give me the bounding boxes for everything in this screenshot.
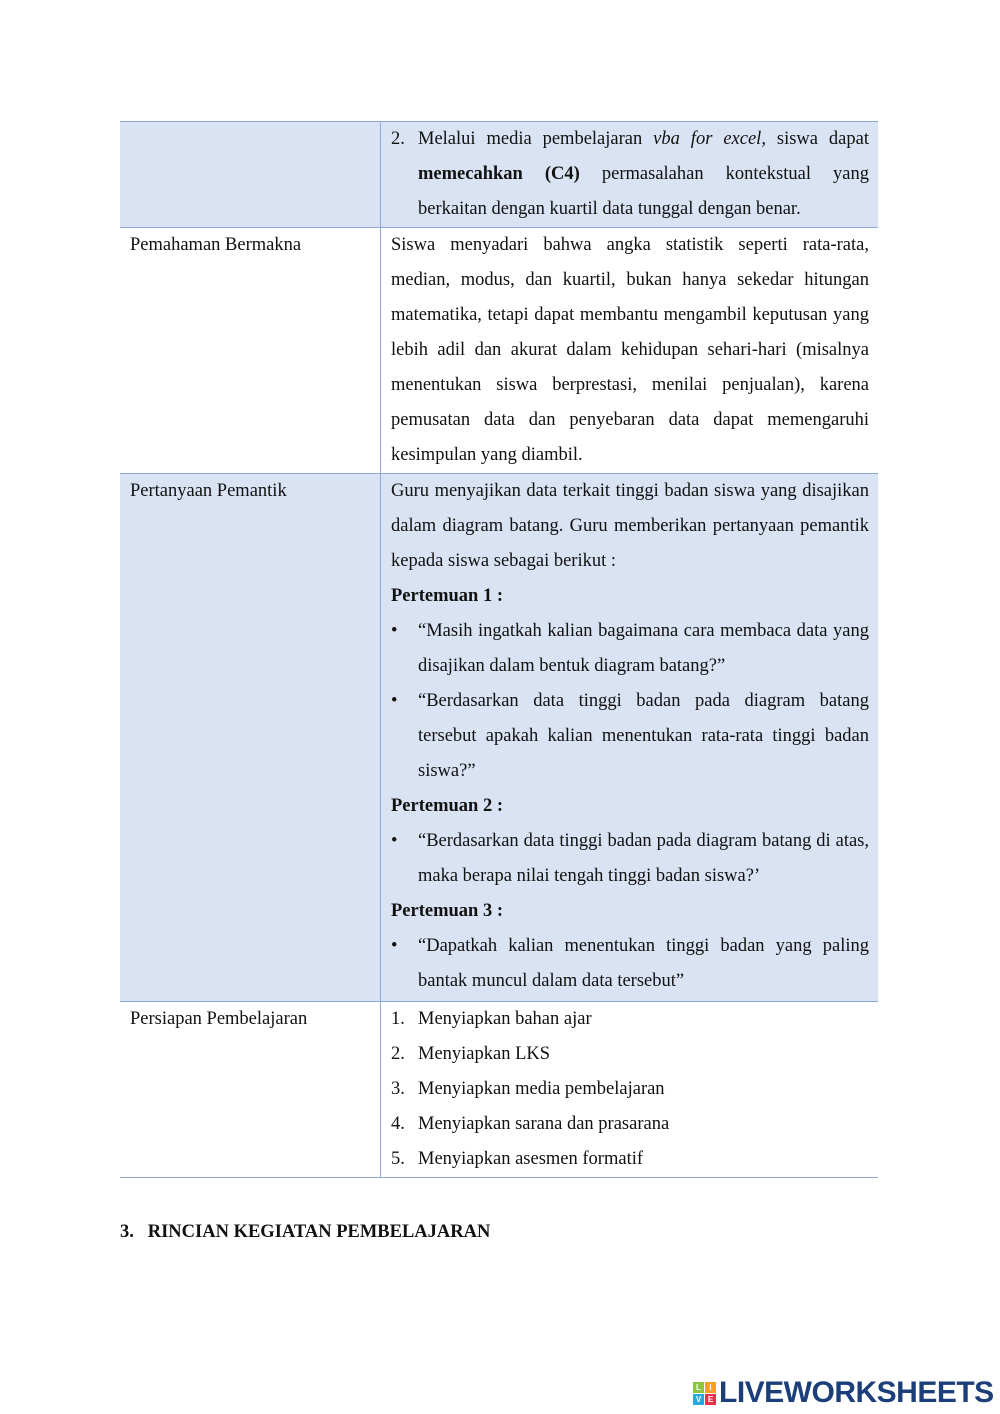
list-item: • “Masih ingatkah kalian bagaimana cara membaca data yang disajikan dalam bentuk diagram batang?” <box>391 621 869 676</box>
row-content: Siswa menyadari bahwa angka statistik seperti rata-rata, median, modus, dan kuartil, bukan hanya sekedar hitungan matematika, tetapi dapat membantu mengambil keputusan yang lebih adil dan akurat dalam kehidupan sehari-hari (misalnya menentukan siswa berprestasi, menilai penjualan), karena pemusatan data dan penyebaran data dapat memengaruhi kesimpulan yang diambil. <box>381 228 879 474</box>
list-item: 3. Menyiapkan media pembelajaran <box>391 1079 665 1099</box>
row-label: Persiapan Pembelajaran <box>120 1002 381 1178</box>
list-item: • “Berdasarkan data tinggi badan pada diagram batang tersebut apakah kalian menentukan rata-rata tinggi badan siswa?” <box>391 691 869 781</box>
section-heading: 3. RINCIAN KEGIATAN PEMBELAJARAN <box>120 1222 491 1242</box>
liveworksheets-logo: L I V E LIVEWORKSHEETS <box>693 1376 994 1410</box>
row-label: Pemahaman Bermakna <box>120 228 381 474</box>
meeting-heading: Pertemuan 2 : <box>391 796 503 816</box>
table-row <box>120 1002 878 1178</box>
row-label: Pertanyaan Pemantik <box>120 474 381 1002</box>
list-item: • “Dapatkah kalian menentukan tinggi badan yang paling bantak muncul dalam data tersebut” <box>391 936 869 991</box>
list-item: 1. Menyiapkan bahan ajar <box>391 1009 592 1029</box>
meeting-heading: Pertemuan 1 : <box>391 586 503 606</box>
meeting-heading: Pertemuan 3 : <box>391 901 503 921</box>
list-item: 4. Menyiapkan sarana dan prasarana <box>391 1114 670 1134</box>
table-row <box>120 122 878 228</box>
list-item: 2. Menyiapkan LKS <box>391 1044 551 1064</box>
row-label <box>120 122 381 228</box>
lesson-plan-table <box>120 121 878 1178</box>
table-row: Pertanyaan Pemantik Guru menyajikan data terkait tinggi badan siswa yang disajikan dalam diagram batang. Guru memberikan pertanyaan pemantik kepada siswa sebagai berikut : Pertemuan 1 : • “Masih ingatkah kalian bagaimana cara membaca data yang disajikan dalam bentuk diagram batang?” • “Berdasarkan data tinggi badan pada diagram batang tersebut apakah kalian menentukan rata-rata tinggi badan siswa?” Pertemuan 2 : • “Berdasarkan data tinggi badan pada diagram batang di atas, maka berapa nilai tengah tinggi badan siswa?’ Pertemuan 3 : • “Dapatkah kalian menentukan tinggi badan yang paling bantak muncul dalam data tersebut” <box>120 474 878 1002</box>
list-item: 5. Menyiapkan asesmen formatif <box>391 1149 644 1169</box>
logo-blocks-icon: L I V E <box>693 1382 716 1405</box>
list-item: • “Berdasarkan data tinggi badan pada diagram batang di atas, maka berapa nilai tengah tinggi badan siswa?’ <box>391 831 869 886</box>
table-row <box>120 228 878 474</box>
list-item: 2. Melalui media pembelajaran vba for excel, siswa dapat memecahkan (C4) permasalahan kontekstual yang berkaitan dengan kuartil data tunggal dengan benar. <box>391 129 869 219</box>
